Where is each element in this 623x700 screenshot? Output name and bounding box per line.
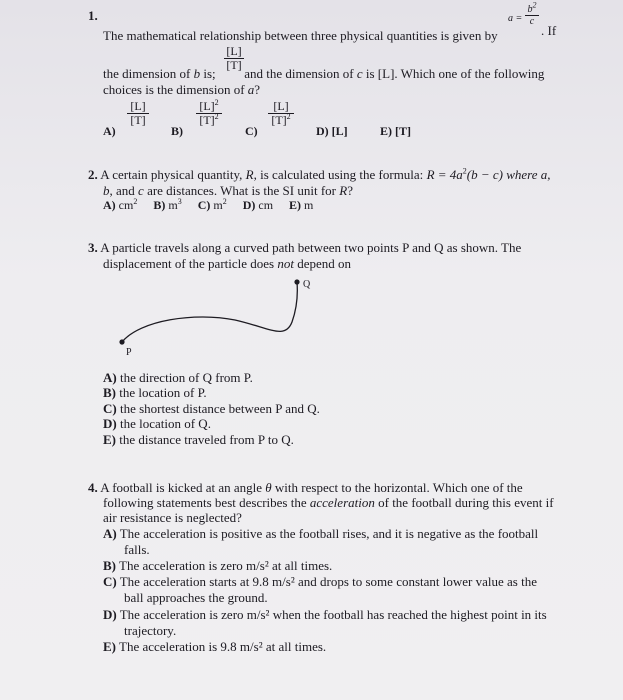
q1-eq-fraction xyxy=(525,0,539,27)
q1-line3-a: choices is the dimension of xyxy=(103,82,245,97)
q2-line2-a: b xyxy=(103,183,110,198)
q2-option-a[interactable]: A) $cm^2$ xyxy=(103,197,138,212)
q2-line1-a: A certain physical quantity, xyxy=(100,167,243,182)
q2-option-c[interactable]: C) $m^2$ xyxy=(197,197,227,212)
q4-line1-c: with respect to the horizontal. Which one of the xyxy=(274,480,523,495)
q2-line2 xyxy=(103,183,353,198)
q4-line2-i: acceleration xyxy=(309,495,375,510)
q1-b-num: [L] xyxy=(224,45,244,59)
q3-option-a[interactable]: A) the direction of Q from P. xyxy=(103,370,253,385)
q3-number: 3. xyxy=(88,240,98,255)
q1-line3-c: ? xyxy=(254,82,261,97)
q4-option-c-cont: ball approaches the ground. xyxy=(124,590,268,605)
q2-option-e[interactable]: E) m xyxy=(289,198,314,212)
q2-line2-f: ? xyxy=(347,183,353,198)
q1-number: 1. xyxy=(88,8,98,23)
q1-line2 xyxy=(103,66,544,81)
q1-option-a-num: [L] xyxy=(130,99,146,113)
q4-option-b[interactable]: B) The acceleration is zero m/s² at all times. xyxy=(103,558,333,573)
q4-option-e[interactable]: E) The acceleration is 9.8 m/s² at all times. xyxy=(103,639,327,654)
q2-line1-b: R xyxy=(245,167,254,182)
q3-point-p xyxy=(119,339,124,344)
q4-number: 4. xyxy=(88,480,98,495)
q4-line2 xyxy=(103,495,554,510)
q3-label-q: Q xyxy=(303,279,311,290)
q1-b-den: [T] xyxy=(226,58,242,72)
q2-formula-end: a, xyxy=(540,167,551,182)
q1-eq-num-exp: 2 xyxy=(532,0,537,10)
q3-line2-c: depend on xyxy=(297,256,352,271)
q3-option-e[interactable]: E) the distance traveled from P to Q. xyxy=(103,432,294,447)
q4-option-c[interactable]: C) The acceleration starts at 9.8 m/s² and drops to some constant lower value as the xyxy=(103,574,537,589)
q1-eq-num: b xyxy=(527,4,533,15)
q3-line1-text: A particle travels along a curved path between two points P and Q as shown. The xyxy=(100,240,522,255)
q1-option-c-den-exp: 2 xyxy=(286,112,291,121)
q1-option-a-den: [T] xyxy=(130,113,146,127)
q2-line2-b: , and xyxy=(109,183,135,198)
q3-line1 xyxy=(88,240,521,255)
q2-line1-c: , is calculated using the formula: xyxy=(253,167,424,182)
q1-line2-c: is; xyxy=(203,66,216,81)
q2-number: 2. xyxy=(88,167,98,182)
q1-option-c-num: [L] xyxy=(273,99,289,113)
q4-line1-b: θ xyxy=(265,480,272,495)
q4-option-d[interactable]: D) The acceleration is zero m/s² when the football has reached the highest point in its xyxy=(103,607,547,622)
q4-option-a-cont: falls. xyxy=(124,542,150,557)
q1-line3 xyxy=(103,82,260,97)
q4-line1 xyxy=(88,480,523,495)
q2-formula-exp: 2 xyxy=(462,166,467,176)
q1-option-c-den: [T] xyxy=(271,113,287,127)
q2-formula: R = 4a xyxy=(426,167,463,182)
q2-line2-d: are distances. What is the SI unit for xyxy=(147,183,336,198)
q1-eq-tail: . If xyxy=(541,23,557,38)
q2-option-b[interactable]: B) $m^3$ xyxy=(153,197,182,212)
q3-option-b[interactable]: B) the location of P. xyxy=(103,385,207,400)
q1-line2-d: and the dimension of xyxy=(244,66,354,81)
q2-options xyxy=(103,198,313,213)
q3-line2-a: displacement of the particle does xyxy=(103,256,275,271)
q3-curved-path xyxy=(122,282,297,342)
q1-line2-f: is [L]. Which one of the following xyxy=(365,66,545,81)
q4-option-d-cont: trajectory. xyxy=(124,623,177,638)
q1-option-b-num: [L] xyxy=(199,99,215,113)
q3-point-q xyxy=(294,279,299,284)
q1-option-c-letter[interactable]: C) xyxy=(245,124,258,138)
q1-option-a-fraction[interactable] xyxy=(127,100,149,127)
q1-option-e[interactable]: E) [T] xyxy=(380,124,411,138)
q1-line3-b: a xyxy=(247,82,255,97)
q1-eq-lhs: a = xyxy=(508,13,523,24)
q2-line1 xyxy=(88,167,551,182)
q4-line3: air resistance is neglected? xyxy=(103,510,242,525)
q1-line2-b: b xyxy=(193,66,201,81)
q1-option-b-den: [T] xyxy=(199,113,215,127)
q3-path-diagram xyxy=(100,270,330,365)
q2-line2-c: c xyxy=(138,183,144,198)
q3-label-p: P xyxy=(126,347,132,358)
q4-option-a[interactable]: A) The acceleration is positive as the football rises, and it is negative as the football xyxy=(103,526,539,541)
q4-line2-a: following statements best describes the xyxy=(103,495,307,510)
q4-line2-c: of the football during this event if xyxy=(378,495,554,510)
q2-formula-tail: (b − c) where xyxy=(466,167,538,182)
q3-option-c[interactable]: C) the shortest distance between P and Q. xyxy=(103,401,320,416)
q1-option-b-den-exp: 2 xyxy=(214,112,219,121)
q2-option-d[interactable]: D) cm xyxy=(242,198,274,212)
q1-option-c-fraction[interactable] xyxy=(268,100,294,127)
q1-option-a-letter[interactable]: A) xyxy=(103,124,116,138)
q3-line2 xyxy=(103,256,351,271)
q1-line1: The mathematical relationship between three physical quantities is given by xyxy=(103,28,498,43)
q2-line2-e: R xyxy=(339,183,348,198)
q1-option-b-num-exp: 2 xyxy=(214,98,219,107)
q1-option-b-fraction[interactable] xyxy=(196,100,222,127)
q1-option-b-letter[interactable]: B) xyxy=(171,124,183,138)
q4-line1-a: A football is kicked at an angle xyxy=(100,480,263,495)
q3-line2-b: not xyxy=(277,256,294,271)
q1-line2-e: c xyxy=(356,66,363,81)
q1-option-d[interactable]: D) [L] xyxy=(316,124,348,138)
q1-eq-den: c xyxy=(529,16,535,27)
q1-line2-a: the dimension of xyxy=(103,66,191,81)
q3-option-d[interactable]: D) the location of Q. xyxy=(103,416,211,431)
